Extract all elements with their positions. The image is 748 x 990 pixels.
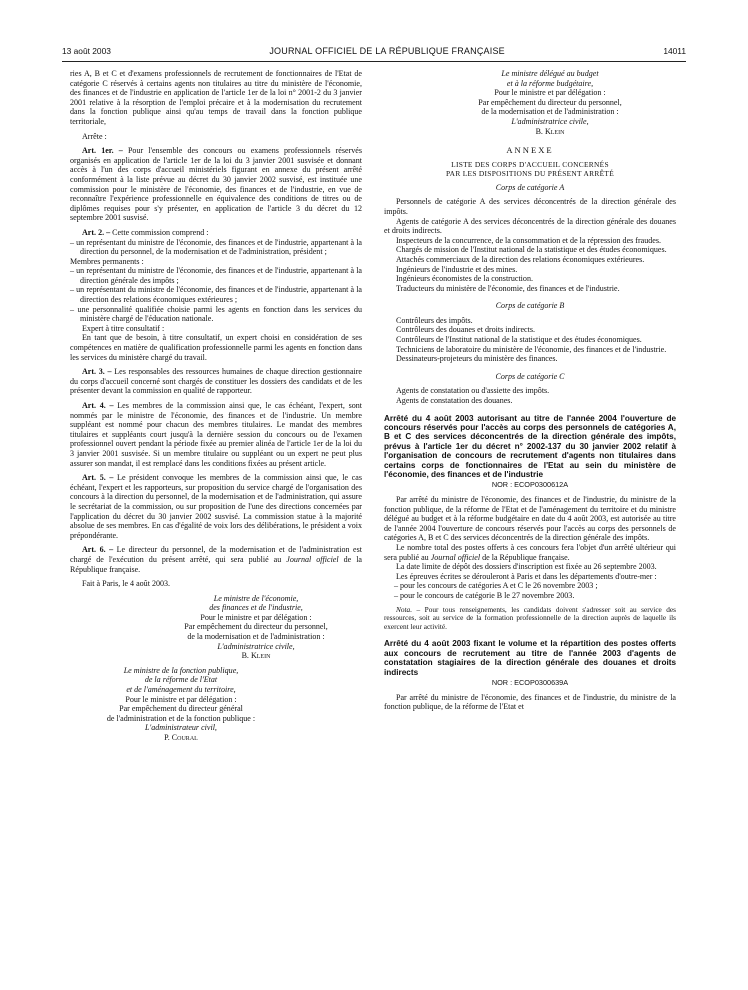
list-item: Agents de constatation des douanes. xyxy=(396,396,513,406)
article-5 xyxy=(70,473,362,540)
article-5-text: Le président convoque les membres de la commission ainsi que, le cas échéant, l'expert et les rapporteurs, sur proposition du service chargé de l'organisation des concours à la direction du personnel, de la modernisation et de l'administration, qui assure le secrétariat de la commission, ou sur proposition de l'une des directions concernées par l'application du décret du 30 janvier 2002 susvisé. La commission statue à la majorité absolue de ses membres. En cas d'égalité de voix lors des délibérations, le président a voix prépondérante. xyxy=(70,473,362,540)
signature-block-budget xyxy=(424,69,676,136)
right-column xyxy=(384,69,676,712)
list-item: Ingénieurs économistes de la construction. xyxy=(396,274,533,284)
delegation-line: Pour le ministre et par délégation : xyxy=(125,694,237,704)
signatory-name: B. Klein xyxy=(535,126,565,136)
delegation-line: Par empêchement du directeur général xyxy=(119,704,243,714)
delegation-line: Par empêchement du directeur du personnel, xyxy=(478,97,622,107)
list-item: Contrôleurs de l'Institut national de la statistique et des études économiques. xyxy=(396,335,642,345)
list-item: Personnels de catégorie A des services déconcentrés de la direction générale des impôts. xyxy=(384,197,676,216)
signatory-title: et à la réforme budgétaire, xyxy=(506,78,594,88)
nota-label: Nota. – xyxy=(396,604,421,614)
delegation-line: de la modernisation et de l'administration : xyxy=(481,107,619,117)
list-item: Techniciens de laboratoire du ministère de l'économie, des finances et de l'industrie. xyxy=(396,344,667,354)
annex-subtitle: LISTE DES CORPS D'ACCUEIL CONCERNÉS xyxy=(451,159,609,169)
signature-block-economie xyxy=(150,594,362,661)
signatory-name: B. Klein xyxy=(241,651,271,661)
article-4 xyxy=(70,401,362,468)
list-item: Chargés de mission de l'Institut national de la statistique et des études économiques. xyxy=(396,245,667,255)
signatory-title: Le ministre délégué au budget xyxy=(501,69,599,78)
header-rule xyxy=(62,61,686,62)
article-1-label: Art. 1er. – xyxy=(82,146,123,156)
signatory-role: L'administrateur civil, xyxy=(145,723,217,733)
annex-heading: ANNEXE xyxy=(506,145,554,156)
delegation-line: Pour le ministre et par délégation : xyxy=(494,88,606,98)
corps-a-heading: Corps de catégorie A xyxy=(495,182,565,192)
decree-paragraph: La date limite de dépôt des dossiers d'inscription est fixée au 26 septembre 2003. xyxy=(396,562,657,572)
nota-text: Pour tous renseignements, les candidats doivent s'adresser soit au service des ressources, soit au service de la formation professionnelle de la direction auprès de laquelle ils exercent leur activité. xyxy=(384,604,676,631)
list-item: – un représentant du ministre de l'économie, des finances et de l'industrie, appartenant à la direction du personnel, de la modernisation et de l'administration, président ; xyxy=(70,237,362,257)
signatory-role: L'administratrice civile, xyxy=(217,641,295,651)
list-item: – un représentant du ministre de l'économie, des finances et de l'industrie, appartenant à la direction générale des impôts ; xyxy=(70,266,362,285)
signatory-title: et de l'aménagement du territoire, xyxy=(126,685,236,695)
article-6-text: Le directeur du personnel, de la modernisation et de l'administration est chargé de l'exécution du présent arrêté, qui sera publié au xyxy=(70,545,362,564)
journal-officiel-ref: Journal officiel xyxy=(430,552,481,562)
list-item: – une personnalité qualifiée choisie parmi les agents en fonction dans les services du ministère chargé de l'éducation nationale. xyxy=(70,304,362,324)
decree-title: Arrêté du 4 août 2003 fixant le volume et la répartition des postes offerts aux concours de recrutement au titre de l'année 2003 d'agents de constatation stagiaires de la direction générale des douanes et droits indirects xyxy=(384,639,676,677)
signatory-title: Le ministre de l'économie, xyxy=(213,593,299,603)
article-2 xyxy=(70,228,362,238)
journal-officiel-ref: Journal officiel xyxy=(286,554,339,564)
article-6 xyxy=(70,545,362,574)
delegation-line: de l'administration et de la fonction publique : xyxy=(106,713,256,723)
signatory-title: des finances et de l'industrie, xyxy=(209,603,303,613)
decree-paragraph: Les épreuves écrites se dérouleront à Paris et dans les départements d'outre-mer : xyxy=(396,571,657,581)
article-3-text: Les responsables des ressources humaines de chaque direction gestionnaire du corps d'accueil concerné sont chargés de constituer les dossiers des candidats et de les présenter devant la commission en qualité de rapporteur. xyxy=(70,367,363,396)
list-item: – un représentant du ministre de l'économie, des finances et de l'industrie, appartenant à la direction des relations économiques extérieures ; xyxy=(70,285,362,305)
expert-label: Expert à titre consultatif : xyxy=(82,323,165,333)
article-5-label: Art. 5. – xyxy=(82,473,114,483)
list-item: Inspecteurs de la concurrence, de la consommation et de la répression des fraudes. xyxy=(396,235,661,245)
list-item: Attachés commerciaux de la direction des relations économiques extérieures. xyxy=(396,254,645,264)
article-1 xyxy=(70,146,362,223)
delegation-line: Pour le ministre et par délégation : xyxy=(200,612,312,622)
signatory-title: Le ministre de la fonction publique, xyxy=(123,665,239,675)
list-item: Dessinateurs-projeteurs du ministère des finances. xyxy=(396,354,558,364)
list-item: Contrôleurs des douanes et droits indirects. xyxy=(396,325,536,335)
delegation-line: Par empêchement du directeur du personnel, xyxy=(184,622,328,632)
article-3 xyxy=(70,367,362,396)
signatory-role: L'administratrice civile, xyxy=(511,116,589,126)
signature-date: Fait à Paris, le 4 août 2003. xyxy=(82,579,171,589)
signatory-title: de la réforme de l'Etat xyxy=(144,675,218,685)
nor-reference: NOR : ECOP0300639A xyxy=(491,678,569,687)
list-item: Contrôleurs des impôts. xyxy=(396,315,473,325)
membres-label: Membres permanents : xyxy=(70,256,144,266)
corps-c-heading: Corps de catégorie C xyxy=(495,371,565,381)
list-item: – pour le concours de catégorie B le 27 novembre 2003. xyxy=(394,591,575,600)
decree-text: de la République française. xyxy=(480,552,570,562)
signatory-name: P. Coural xyxy=(164,733,198,742)
article-1-text: Pour l'ensemble des concours ou examens professionnels réservés organisés en application de l'article 1er de la loi du 3 janvier 2001 susvisée et donnant accès à l'un des corps d'accueil ministériels figurant en annexe du présent arrêté conformément à la liste prévue au décret du 30 janvier 2002 susvisé, est instituée une commission pour le ministère de l'économie, des finances et de l'industrie, en vue de reconnaître l'expérience professionnelle en équivalence des conditions de titres ou de diplômes requises pour s'y présenter, en application de l'article 3 du décret du 12 septembre 2001 susvisé. xyxy=(70,146,362,223)
page-header xyxy=(62,46,686,60)
expert-text: En tant que de besoin, à titre consultatif, un expert choisi en considération de ses compétences en matière de qualification professionnelle parmi les agents en fonction dans les services du ministère chargé du travail. xyxy=(70,333,362,362)
article-4-text: Les membres de la commission ainsi que, le cas échéant, l'expert, sont nommés par le ministre de l'économie, des finances et de l'industrie. Un membre suppléant est nommé pour chacun des membres titulaires. Le mandat des membres titulaires et suppléants court jusqu'à la dernière session du concours ou de l'examen professionnel ouvert pendant la période fixée au premier alinéa de l'article 1er de la loi du 3 janvier 2001 susvisée. Si un membre titulaire ou suppléant ou un expert ne peut plus assurer son mandat, il est remplacé dans les conditions fixées au présent article. xyxy=(70,401,363,468)
nota xyxy=(384,606,676,632)
delegation-line: de la modernisation et de l'administration : xyxy=(187,632,325,642)
page-number: 14011 xyxy=(663,46,686,56)
intro-paragraph: ries A, B et C et d'examens professionnels de recrutement de fonctionnaires de l'Etat de catégorie C réservés à certains agents non titulaires au titre du ministère de l'économie, des finances et de l'industrie en application de l'article 1er de la loi n° 2001-2 du 3 janvier 2001 relative à la résorption de l'emploi précaire et à la modernisation du recrutement dans la fonction publique ainsi qu'au temps de travail dans la fonction publique territoriale, xyxy=(70,69,362,126)
left-column xyxy=(70,69,362,743)
annex-subtitle: PAR LES DISPOSITIONS DU PRÉSENT ARRÊTÉ xyxy=(445,168,615,178)
nor-reference: NOR : ECOP0300612A xyxy=(491,480,569,490)
list-item: – pour les concours de catégories A et C le 26 novembre 2003 ; xyxy=(394,581,598,591)
article-2-text: Cette commission comprend : xyxy=(110,227,209,237)
decree-paragraph: Par arrêté du ministre de l'économie, des finances et de l'industrie, du ministre de la fonction publique, de la réforme de l'Etat et xyxy=(384,692,676,712)
corps-b-heading: Corps de catégorie B xyxy=(495,301,565,311)
decree-paragraph: Par arrêté du ministre de l'économie, des finances et de l'industrie, du ministre de la fonction publique, de la réforme de l'Etat et de l'aménagement du territoire et du ministre délégué au budget et à la réforme budgétaire en date du 4 août 2003, est autorisée au titre de l'année 2004 l'ouverture de concours réservés pour l'accès au corps des personnels de catégories A, B et C des services déconcentrés de la direction générale des impôts. xyxy=(384,495,676,543)
arrete-label: Arrête : xyxy=(82,131,107,141)
list-item: Ingénieurs de l'industrie et des mines. xyxy=(396,264,518,274)
article-6-label: Art. 6. – xyxy=(82,545,114,555)
journal-title: JOURNAL OFFICIEL DE LA RÉPUBLIQUE FRANÇAISE xyxy=(269,46,505,56)
decree-title: Arrêté du 4 août 2003 autorisant au titre de l'année 2004 l'ouverture de concours réservés pour l'accès au corps des personnels de catégories A, B et C des services déconcentrés de la direction générale des impôts, prévus à l'article 1er du décret n° 2002-137 du 30 janvier 2002 relatif à l'organisation de concours de recrutement d'agents non titulaires dans certains corps de fonctionnaires de l'Etat au sein du ministère de l'économie, des finances et de l'industrie xyxy=(384,413,676,480)
decree-text: Le nombre total des postes offerts à ces concours fera l'objet d'un arrêté ultérieur qui sera publié au xyxy=(384,543,676,562)
article-4-label: Art. 4. – xyxy=(82,401,114,410)
article-6-end: de la République française. xyxy=(70,554,362,574)
list-item: Traducteurs du ministère de l'économie, des finances et de l'industrie. xyxy=(396,283,620,293)
signature-block-fonction-publique xyxy=(70,666,292,743)
article-3-label: Art. 3. – xyxy=(82,367,112,377)
issue-date: 13 août 2003 xyxy=(62,46,111,56)
list-item: Agents de constatation ou d'assiette des impôts. xyxy=(396,386,550,396)
article-2-label: Art. 2. – xyxy=(82,227,111,237)
decree-paragraph xyxy=(384,543,676,562)
list-item: Agents de catégorie A des services déconcentrés de la direction générale des douanes et droits indirects. xyxy=(384,216,676,236)
